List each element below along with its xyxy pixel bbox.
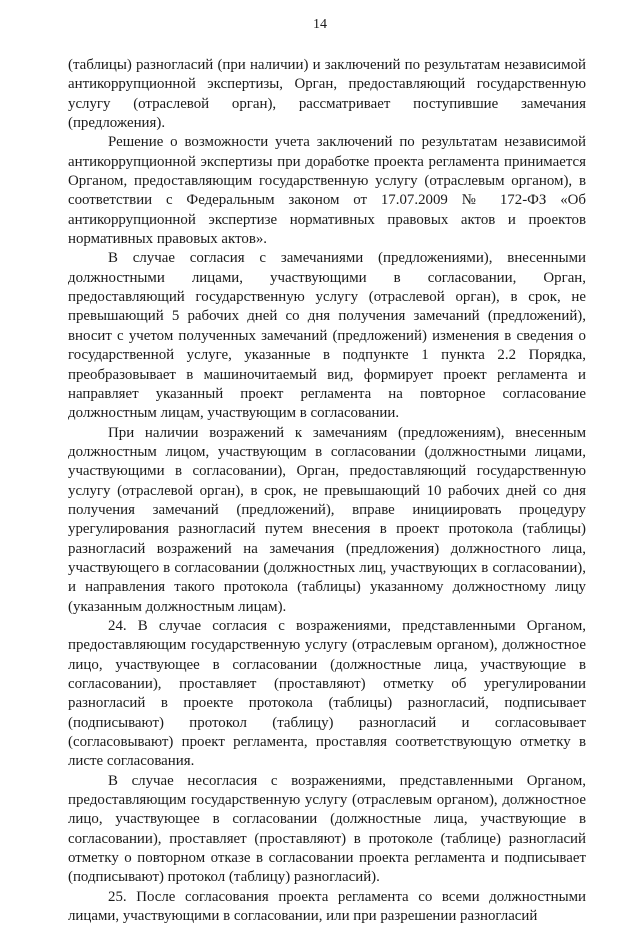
paragraph: (таблицы) разногласий (при наличии) и заключений по результатам независимой антикоррупционной экспертизы, Орган, предоставляющий государственную услугу (отраслевой орган), рассматривает поступившие замечания (предложения). (68, 57, 586, 132)
paragraph: 24. В случае согласия с возражениями, представленными Органом, предоставляющим государственную услугу (отраслевым органом), должностное лицо, участвующее в согласовании (должностные лица, участвующие в согласовании), проставляет (проставляют) отметку об урегулировании разногласий в проекте протокола (таблицы) разногласий, подписывает (подписывают) протокол (таблицу) разногласий и согласовывает (согласовывают) проект регламента, проставляя соответствующую отметку в листе согласования. (68, 617, 586, 770)
paragraph: В случае согласия с замечаниями (предложениями), внесенными должностными лицами, участвующими в согласовании, Орган, предоставляющий государственную услугу (отраслевой орган), в срок, не превышающий 5 рабочих дней со дня получения замечаний (предложений), вносит с учетом полученных замечаний (предложений) изменения в сведения о государственной услуге, указанные в подпункте 1 пункта 2.2 Порядка, преобразовывает в машиночитаемый вид, формирует проект регламента и направляет указанный проект регламента на повторное согласование должностным лицам, участвующим в согласовании. (68, 250, 586, 422)
document-body (68, 56, 586, 926)
page-number: 14 (313, 17, 327, 32)
paragraph: 25. После согласования проекта регламента со всеми должностными лицами, участвующими в согласовании, или при разрешении разногласий (68, 888, 586, 925)
paragraph: При наличии возражений к замечаниям (предложениям), внесенным должностным лицом, участвующим в согласовании (должностными лицами, участвующими в согласовании), Орган, предоставляющий государственную услугу (отраслевой орган), в срок, не превышающий 10 рабочих дней со дня получения замечаний (предложений), вправе инициировать процедуру урегулирования разногласий путем внесения в проект протокола (таблицы) разногласий возражений на замечания (предложения) должностного лица, участвующего в согласовании (должностных лиц, участвующих в согласовании), и направления такого протокола (таблицы) указанному должностному лицу (указанным должностным лицам). (68, 424, 586, 615)
paragraph: В случае несогласия с возражениями, представленными Органом, предоставляющим государственную услугу (отраслевым органом), должностное лицо, участвующее в согласовании (должностные лица, участвующие в согласовании), проставляет (проставляют) в протоколе (таблице) разногласий отметку о повторном отказе в согласовании проекта регламента и подписывает (подписывают) протокол (таблицу) разногласий). (68, 772, 586, 886)
paragraph: Решение о возможности учета заключений по результатам независимой антикоррупционной экспертизы при доработке проекта регламента принимается Органом, предоставляющим государственную услугу (отраслевым органом), в соответствии с Федеральным законом от 17.07.2009 № 172-ФЗ «Об антикоррупционной экспертизе нормативных правовых актов и проектов нормативных правовых актов». (68, 134, 586, 248)
